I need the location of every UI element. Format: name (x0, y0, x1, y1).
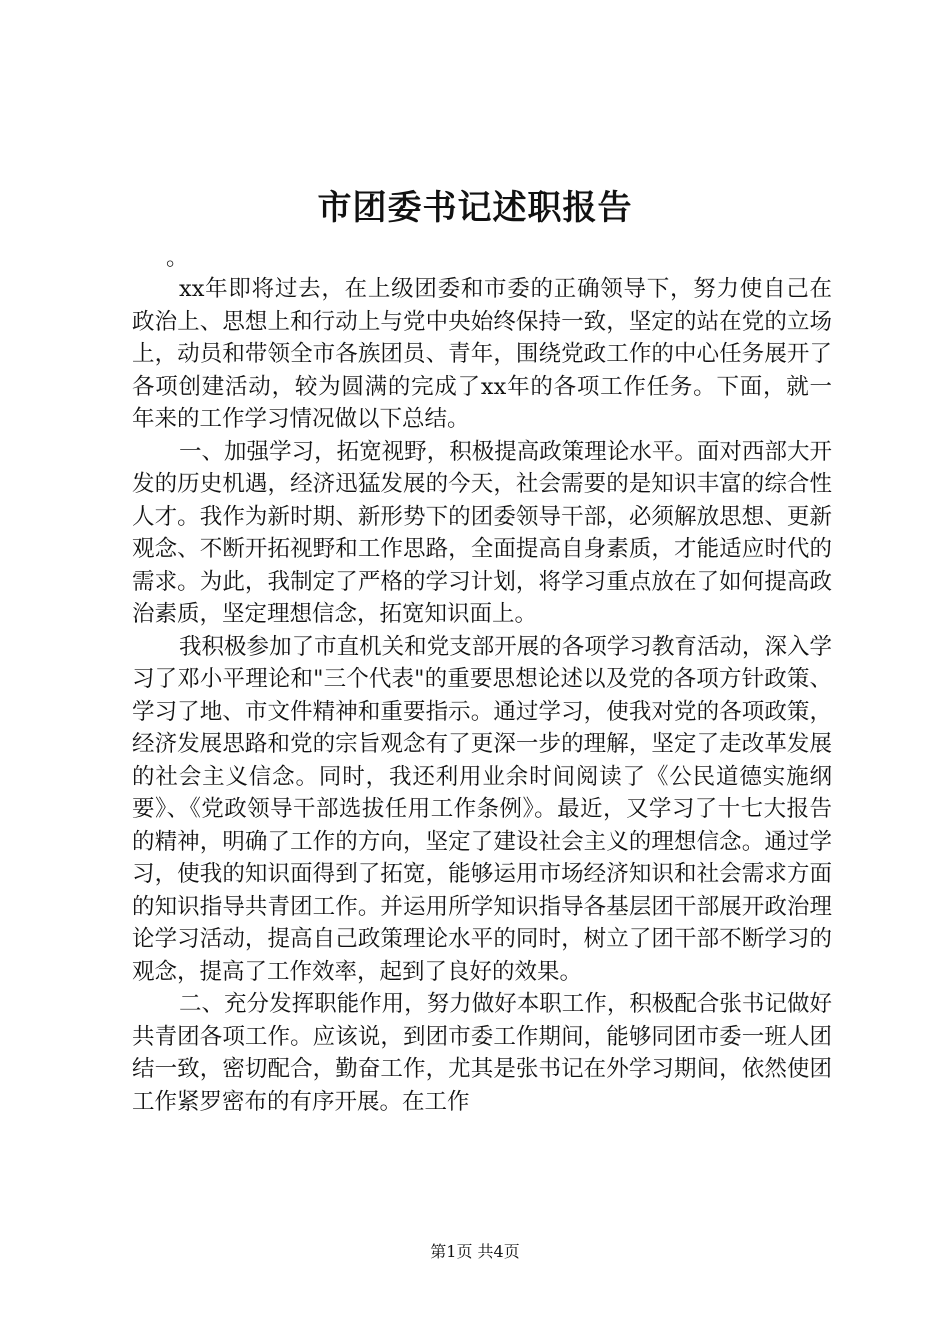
document-body (132, 243, 832, 1118)
paragraph: 我积极参加了市直机关和党支部开展的各项学习教育活动，深入学习了邓小平理论和"三个代表"的重要思想论述以及党的各项方针政策、学习了地、市文件精神和重要指示。通过学习，使我对党的各项政策，经济发展思路和党的宗旨观念有了更深一步的理解，坚定了走改革发展的社会主义信念。同时，我还利用业余时间阅读了《公民道德实施纲要》、《党政领导干部选拔任用工作条例》。最近，又学习了十七大报告的精神，明确了工作的方向，坚定了建设社会主义的理想信念。通过学习，使我的知识面得到了拓宽，能够运用市场经济知识和社会需求方面的知识指导共青团工作。并运用所学知识指导各基层团干部展开政治理论学习活动，提高自己政策理论水平的同时，树立了团干部不断学习的观念，提高了工作效率，起到了良好的效果。 (132, 633, 832, 985)
page-number-footer: 第1页 共4页 (430, 1242, 520, 1261)
paragraph: 二、充分发挥职能作用，努力做好本职工作，积极配合张书记做好共青团各项工作。应该说，到团市委工作期间，能够同团市委一班人团结一致，密切配合，勤奋工作，尤其是张书记在外学习期间，依然使团工作紧罗密布的有序开展。在工作 (132, 991, 832, 1115)
paragraph: xx年即将过去，在上级团委和市委的正确领导下，努力使自己在政治上、思想上和行动上与党中央始终保持一致，坚定的站在党的立场上，动员和带领全市各族团员、青年，围绕党政工作的中心任务展开了各项创建活动，较为圆满的完成了xx年的各项工作任务。下面，就一年来的工作学习情况做以下总结。 (132, 276, 832, 432)
document-title: 市团委书记述职报告 (317, 188, 633, 228)
paragraph: 。 (166, 245, 189, 271)
paragraph: 一、加强学习，拓宽视野，积极提高政策理论水平。面对西部大开发的历史机遇，经济迅猛发展的今天，社会需要的是知识丰富的综合性人才。我作为新时期、新形势下的团委领导干部，必须解放思想、更新观念、不断开拓视野和工作思路，全面提高自身素质，才能适应时代的需求。为此，我制定了严格的学习计划，将学习重点放在了如何提高政治素质，坚定理想信念，拓宽知识面上。 (132, 438, 832, 627)
